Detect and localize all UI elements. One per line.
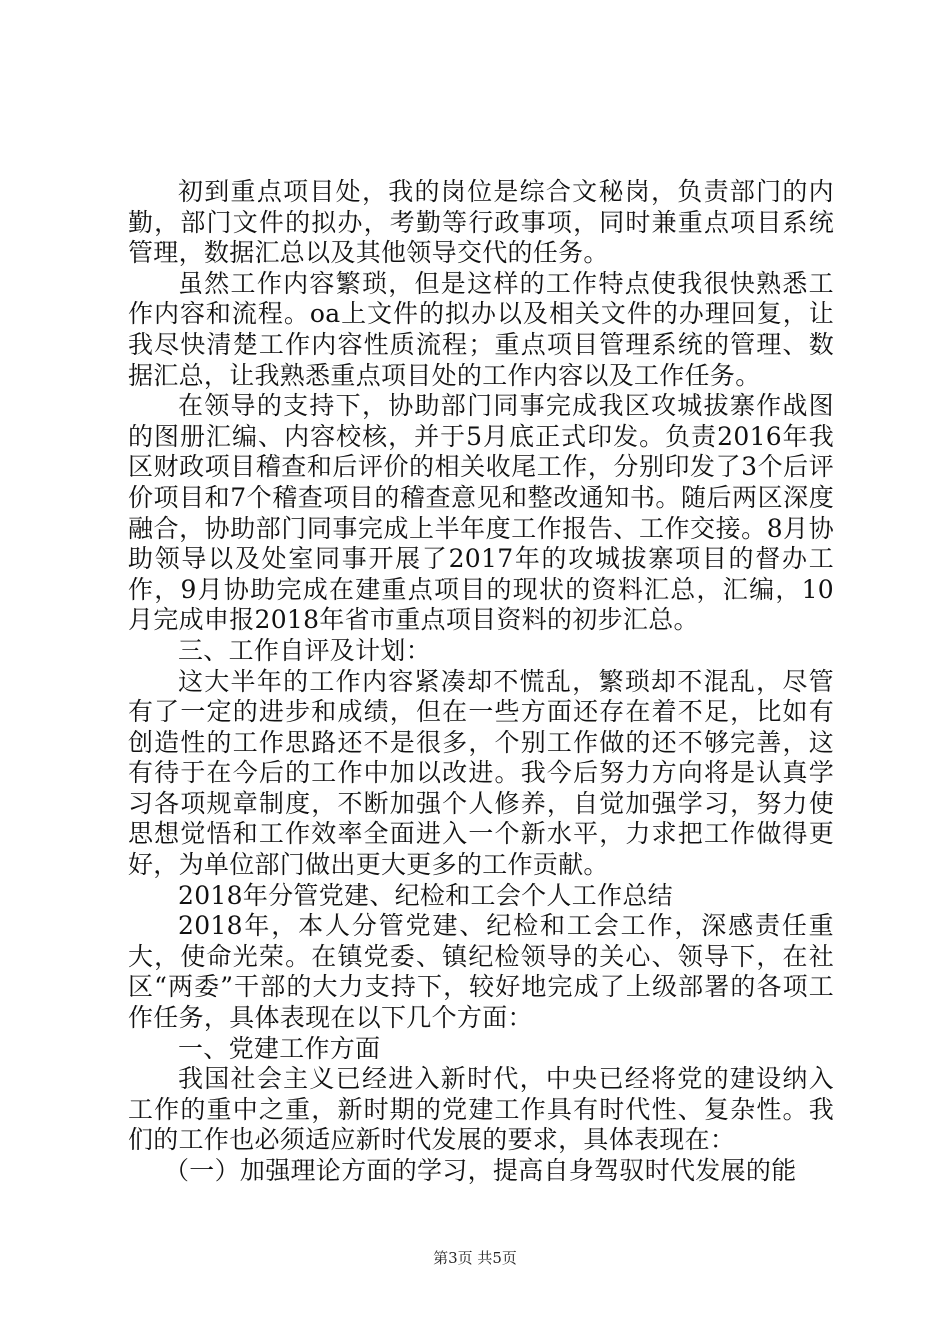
document-body bbox=[128, 177, 834, 1187]
subsection-heading-theory-study: （一）加强理论方面的学习，提高自身驾驭时代发展的能 bbox=[164, 1156, 797, 1185]
paragraph-party-building: 我国社会主义已经进入新时代，中央已经将党的建设纳入工作的重中之重，新时期的党建工作具有时代性、复杂性。我们的工作也必须适应新时代发展的要求，具体表现在： bbox=[128, 1064, 834, 1155]
paragraph-work-familiarity: 虽然工作内容繁琐，但是这样的工作特点使我很快熟悉工作内容和流程。oa上文件的拟办以及相关文件的办理回复，让我尽快清楚工作内容性质流程；重点项目管理系统的管理、数据汇总，让我熟悉重点项目处的工作内容以及工作任务。 bbox=[128, 268, 834, 390]
page-number-footer: 第3页 共5页 bbox=[433, 1249, 517, 1267]
paragraph-job-duties: 初到重点项目处，我的岗位是综合文秘岗，负责部门的内勤，部门文件的拟办，考勤等行政事项，同时兼重点项目系统管理，数据汇总以及其他领导交代的任务。 bbox=[128, 177, 834, 268]
document-subtitle: 2018年分管党建、纪检和工会个人工作总结 bbox=[178, 880, 673, 910]
paragraph-self-evaluation: 这大半年的工作内容紧凑却不慌乱，繁琐却不混乱，尽管有了一定的进步和成绩，但在一些方面还存在着不足，比如有创造性的工作思路还不是很多，个别工作做的还不够完善，这有待于在今后的工作中加以改进。我今后努力方向将是认真学习各项规章制度，不断加强个人修养，自觉加强学习，努力使思想觉悟和工作效率全面进入一个新水平，力求把工作做得更好，为单位部门做出更大更多的工作贡献。 bbox=[128, 666, 834, 880]
paragraph-summary-intro: 2018年，本人分管党建、纪检和工会工作，深感责任重大，使命光荣。在镇党委、镇纪检领导的关心、领导下，在社区“两委”干部的大力支持下，较好地完成了上级部署的各项工作任务，具体表现在以下几个方面： bbox=[128, 911, 834, 1033]
section-heading-self-evaluation: 三、工作自评及计划： bbox=[178, 635, 432, 665]
section-heading-party-building: 一、党建工作方面 bbox=[178, 1033, 381, 1063]
paragraph-work-achievements: 在领导的支持下，协助部门同事完成我区攻城拔寨作战图的图册汇编、内容校核，并于5月底正式印发。负责2016年我区财政项目稽查和后评价的相关收尾工作，分别印发了3个后评价项目和7个稽查项目的稽查意见和整改通知书。随后两区深度融合，协助部门同事完成上半年度工作报告、工作交接。8月协助领导以及处室同事开展了2017年的攻城拔寨项目的督办工作，9月协助完成在建重点项目的现状的资料汇总，汇编，10月完成申报2018年省市重点项目资料的初步汇总。 bbox=[128, 391, 834, 635]
